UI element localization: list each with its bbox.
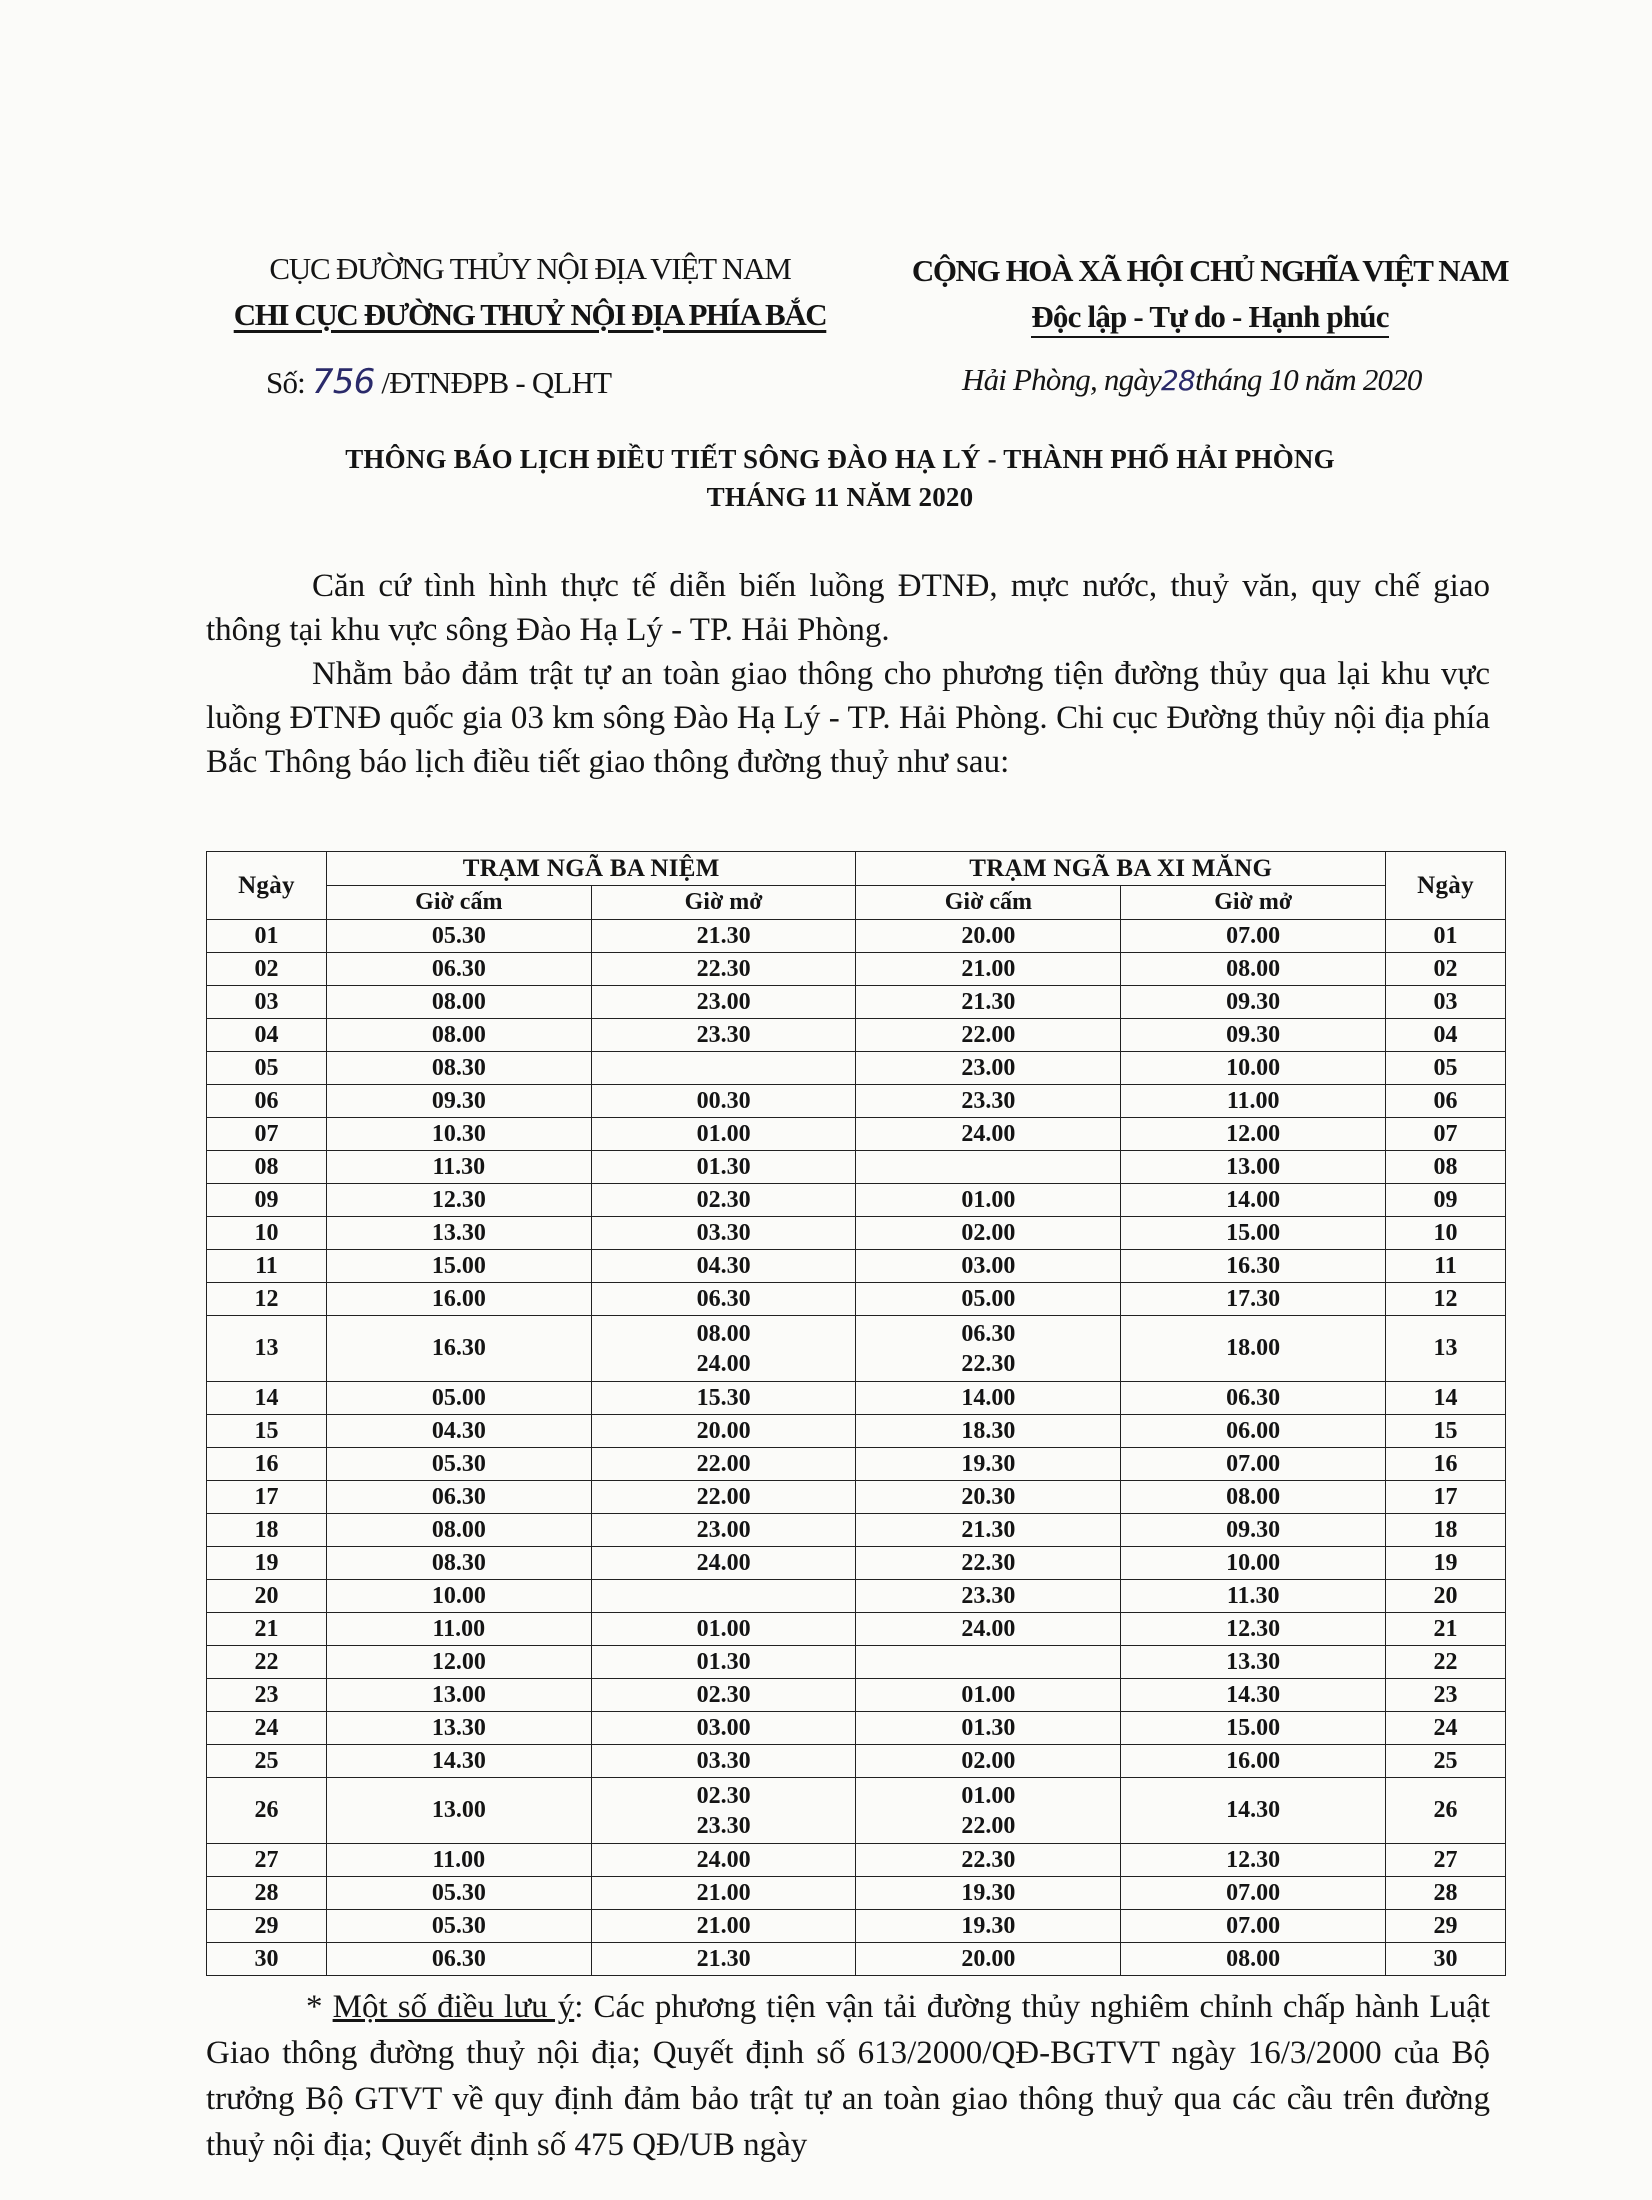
place-prefix: Hải Phòng, ngày (962, 362, 1161, 397)
cell-b-closed-line2: 22.00 (961, 1812, 1016, 1839)
header-station-a: TRẠM NGÃ BA NIỆM (326, 852, 856, 886)
table-row (207, 1613, 1506, 1646)
cell-b-open: 17.30 (1121, 1283, 1386, 1316)
cell-a-closed: 13.00 (326, 1778, 591, 1844)
cell-day: 11 (207, 1250, 327, 1283)
table-row (207, 1085, 1506, 1118)
cell-a-open: 21.00 (591, 1877, 856, 1910)
cell-b-closed-line2: 22.30 (961, 1350, 1016, 1377)
cell-a-closed: 16.00 (326, 1283, 591, 1316)
cell-a-open: 24.00 (591, 1547, 856, 1580)
table-row (207, 1019, 1506, 1052)
cell-a-open: 22.00 (591, 1448, 856, 1481)
cell-b-closed: 01.00 (856, 1679, 1121, 1712)
cell-a-open: 21.30 (591, 920, 856, 953)
table-row (207, 1118, 1506, 1151)
cell-b-closed: 03.00 (856, 1250, 1121, 1283)
cell-a-open: 00.30 (591, 1085, 856, 1118)
place-day-handwritten: 28 (1160, 364, 1195, 397)
header-b-closed: Giờ cấm (856, 886, 1121, 920)
cell-day: 09 (207, 1184, 327, 1217)
schedule-table (206, 851, 1506, 1976)
cell-a-open: 06.30 (591, 1283, 856, 1316)
cell-day-right: 04 (1386, 1019, 1506, 1052)
cell-b-closed (856, 1316, 1121, 1382)
cell-a-open: 01.30 (591, 1646, 856, 1679)
document-number (266, 362, 611, 402)
cell-day-right: 26 (1386, 1778, 1506, 1844)
cell-b-open: 10.00 (1121, 1547, 1386, 1580)
cell-b-closed: 20.30 (856, 1481, 1121, 1514)
cell-day-right: 22 (1386, 1646, 1506, 1679)
cell-a-open: 21.00 (591, 1910, 856, 1943)
table-row (207, 1514, 1506, 1547)
title-line2: THÁNG 11 NĂM 2020 (706, 482, 974, 512)
cell-day-right: 28 (1386, 1877, 1506, 1910)
cell-a-closed: 04.30 (326, 1415, 591, 1448)
cell-a-closed: 13.30 (326, 1217, 591, 1250)
cell-a-closed: 05.00 (326, 1382, 591, 1415)
cell-a-open: 02.30 (591, 1679, 856, 1712)
cell-a-open: 01.00 (591, 1118, 856, 1151)
cell-day: 29 (207, 1910, 327, 1943)
table-row (207, 1217, 1506, 1250)
cell-a-open (591, 1052, 856, 1085)
cell-a-open-line1: 08.00 (696, 1320, 751, 1347)
cell-day: 10 (207, 1217, 327, 1250)
cell-day-right: 19 (1386, 1547, 1506, 1580)
cell-day-right: 23 (1386, 1679, 1506, 1712)
cell-a-open: 23.00 (591, 986, 856, 1019)
doc-no-handwritten: 756 (311, 362, 375, 402)
cell-b-closed: 20.00 (856, 1943, 1121, 1976)
cell-b-open: 12.30 (1121, 1844, 1386, 1877)
cell-a-closed: 08.30 (326, 1547, 591, 1580)
table-row (207, 1151, 1506, 1184)
cell-day-right: 17 (1386, 1481, 1506, 1514)
cell-b-closed: 20.00 (856, 920, 1121, 953)
table-row (207, 1283, 1506, 1316)
table-row (207, 1316, 1506, 1382)
cell-b-open: 07.00 (1121, 1910, 1386, 1943)
cell-b-closed: 14.00 (856, 1382, 1121, 1415)
cell-b-open: 06.00 (1121, 1415, 1386, 1448)
table-row (207, 1844, 1506, 1877)
cell-b-open: 12.30 (1121, 1613, 1386, 1646)
cell-b-closed (856, 1151, 1121, 1184)
cell-b-closed: 22.00 (856, 1019, 1121, 1052)
cell-b-open: 14.30 (1121, 1778, 1386, 1844)
cell-b-closed: 21.30 (856, 1514, 1121, 1547)
cell-a-closed: 10.30 (326, 1118, 591, 1151)
cell-a-closed: 08.00 (326, 986, 591, 1019)
agency-header (210, 246, 850, 338)
table-row (207, 920, 1506, 953)
cell-b-open: 14.30 (1121, 1679, 1386, 1712)
cell-b-open: 09.30 (1121, 1019, 1386, 1052)
cell-b-closed: 19.30 (856, 1448, 1121, 1481)
paragraph-purpose: Nhằm bảo đảm trật tự an toàn giao thông cho phương tiện đường thủy qua lại khu vực luồng ĐTNĐ quốc gia 03 km sông Đào Hạ Lý - TP. Hải Phòng. Chi cục Đường thủy nội địa phía Bắc Thông báo lịch điều tiết giao thông đường thuỷ như sau: (206, 656, 1490, 780)
cell-day: 12 (207, 1283, 327, 1316)
cell-b-closed-line1: 01.00 (961, 1782, 1016, 1809)
cell-day: 06 (207, 1085, 327, 1118)
note-lead: * (306, 1989, 333, 2025)
cell-b-closed: 21.30 (856, 986, 1121, 1019)
cell-a-open: 01.30 (591, 1151, 856, 1184)
cell-b-open: 13.30 (1121, 1646, 1386, 1679)
cell-b-closed (856, 1646, 1121, 1679)
table-row (207, 1877, 1506, 1910)
document-title (200, 440, 1480, 516)
cell-day-right: 01 (1386, 920, 1506, 953)
cell-day: 21 (207, 1613, 327, 1646)
cell-a-closed: 12.30 (326, 1184, 591, 1217)
cell-day: 05 (207, 1052, 327, 1085)
cell-a-closed: 05.30 (326, 1448, 591, 1481)
cell-a-open-line2: 24.00 (696, 1350, 751, 1377)
cell-b-closed: 21.00 (856, 953, 1121, 986)
cell-b-closed: 24.00 (856, 1613, 1121, 1646)
cell-day: 19 (207, 1547, 327, 1580)
cell-day-right: 27 (1386, 1844, 1506, 1877)
cell-day: 17 (207, 1481, 327, 1514)
cell-b-closed: 05.00 (856, 1283, 1121, 1316)
table-row (207, 1184, 1506, 1217)
cell-day-right: 30 (1386, 1943, 1506, 1976)
table-row (207, 1778, 1506, 1844)
cell-a-closed: 15.00 (326, 1250, 591, 1283)
header-a-closed: Giờ cấm (326, 886, 591, 920)
cell-b-open: 14.00 (1121, 1184, 1386, 1217)
cell-a-open: 24.00 (591, 1844, 856, 1877)
cell-a-closed: 16.30 (326, 1316, 591, 1382)
cell-day: 07 (207, 1118, 327, 1151)
cell-day: 26 (207, 1778, 327, 1844)
cell-b-open: 08.00 (1121, 1481, 1386, 1514)
cell-a-closed: 11.00 (326, 1844, 591, 1877)
cell-a-closed: 06.30 (326, 1943, 591, 1976)
cell-b-open: 15.00 (1121, 1712, 1386, 1745)
cell-a-closed: 05.30 (326, 1910, 591, 1943)
schedule-body (207, 920, 1506, 1976)
cell-a-open: 03.30 (591, 1745, 856, 1778)
cell-day: 14 (207, 1382, 327, 1415)
cell-a-closed: 13.00 (326, 1679, 591, 1712)
cell-day: 24 (207, 1712, 327, 1745)
cell-a-closed: 11.00 (326, 1613, 591, 1646)
cell-b-open: 08.00 (1121, 1943, 1386, 1976)
cell-day-right: 21 (1386, 1613, 1506, 1646)
cell-day: 18 (207, 1514, 327, 1547)
cell-a-closed: 08.30 (326, 1052, 591, 1085)
cell-a-closed: 06.30 (326, 953, 591, 986)
cell-a-open (591, 1316, 856, 1382)
cell-b-closed: 23.00 (856, 1052, 1121, 1085)
cell-b-open: 16.30 (1121, 1250, 1386, 1283)
note-label: Một số điều lưu ý (332, 1989, 575, 2025)
cell-day-right: 09 (1386, 1184, 1506, 1217)
cell-a-closed: 13.30 (326, 1712, 591, 1745)
cell-day: 03 (207, 986, 327, 1019)
cell-day-right: 02 (1386, 953, 1506, 986)
cell-b-closed (856, 1778, 1121, 1844)
cell-day-right: 12 (1386, 1283, 1506, 1316)
cell-day-right: 16 (1386, 1448, 1506, 1481)
cell-day: 25 (207, 1745, 327, 1778)
title-line1: THÔNG BÁO LỊCH ĐIỀU TIẾT SÔNG ĐÀO HẠ LÝ - THÀNH PHỐ HẢI PHÒNG (345, 444, 1335, 474)
cell-a-closed: 08.00 (326, 1514, 591, 1547)
table-row (207, 1481, 1506, 1514)
cell-a-closed: 08.00 (326, 1019, 591, 1052)
cell-day-right: 03 (1386, 986, 1506, 1019)
cell-b-closed: 19.30 (856, 1910, 1121, 1943)
cell-b-closed: 24.00 (856, 1118, 1121, 1151)
table-row (207, 953, 1506, 986)
cell-a-open: 21.30 (591, 1943, 856, 1976)
table-row (207, 1547, 1506, 1580)
cell-b-closed: 18.30 (856, 1415, 1121, 1448)
table-row (207, 1910, 1506, 1943)
table-row (207, 1415, 1506, 1448)
cell-day-right: 18 (1386, 1514, 1506, 1547)
cell-day: 30 (207, 1943, 327, 1976)
cell-day: 28 (207, 1877, 327, 1910)
agency-line1: CỤC ĐƯỜNG THỦY NỘI ĐỊA VIỆT NAM (269, 251, 791, 286)
cell-day: 23 (207, 1679, 327, 1712)
cell-b-closed: 02.00 (856, 1217, 1121, 1250)
cell-day: 22 (207, 1646, 327, 1679)
note-text: : Các phương tiện vận tải đường thủy nghiêm chỉnh chấp hành Luật Giao thông đường thuỷ nội địa; Quyết định số 613/2000/QĐ-BGTVT ngày 16/3/2000 của Bộ trưởng Bộ GTVT về quy định đảm bảo trật tự an toàn giao thông thuỷ qua các cầu trên đường thuỷ nội địa; Quyết định số 475 QĐ/UB ngày (206, 1989, 1490, 2163)
cell-b-closed: 23.30 (856, 1085, 1121, 1118)
table-row (207, 1943, 1506, 1976)
cell-b-open: 06.30 (1121, 1382, 1386, 1415)
cell-b-open: 13.00 (1121, 1151, 1386, 1184)
cell-a-closed: 09.30 (326, 1085, 591, 1118)
cell-b-open: 07.00 (1121, 920, 1386, 953)
table-row (207, 1679, 1506, 1712)
cell-a-open: 22.00 (591, 1481, 856, 1514)
cell-day-right: 11 (1386, 1250, 1506, 1283)
table-row (207, 1448, 1506, 1481)
cell-a-open: 02.30 (591, 1184, 856, 1217)
cell-day-right: 10 (1386, 1217, 1506, 1250)
cell-day-right: 13 (1386, 1316, 1506, 1382)
cell-a-open (591, 1778, 856, 1844)
cell-b-open: 08.00 (1121, 953, 1386, 986)
cell-day: 02 (207, 953, 327, 986)
table-row (207, 1580, 1506, 1613)
cell-day-right: 06 (1386, 1085, 1506, 1118)
cell-b-closed-line1: 06.30 (961, 1320, 1016, 1347)
cell-b-closed: 01.00 (856, 1184, 1121, 1217)
nation-header (880, 248, 1540, 340)
cell-b-open: 11.30 (1121, 1580, 1386, 1613)
place-date (962, 362, 1422, 398)
cell-a-open (591, 1580, 856, 1613)
cell-a-open-line2: 23.30 (696, 1812, 751, 1839)
table-row (207, 1712, 1506, 1745)
cell-a-closed: 05.30 (326, 1877, 591, 1910)
cell-a-closed: 10.00 (326, 1580, 591, 1613)
cell-b-closed: 22.30 (856, 1844, 1121, 1877)
cell-a-closed: 14.30 (326, 1745, 591, 1778)
cell-day-right: 05 (1386, 1052, 1506, 1085)
cell-a-closed: 12.00 (326, 1646, 591, 1679)
cell-b-open: 09.30 (1121, 986, 1386, 1019)
cell-day: 08 (207, 1151, 327, 1184)
nation-line2 (880, 294, 1540, 340)
cell-b-closed: 01.30 (856, 1712, 1121, 1745)
cell-a-open: 03.30 (591, 1217, 856, 1250)
cell-b-closed: 19.30 (856, 1877, 1121, 1910)
cell-day-right: 07 (1386, 1118, 1506, 1151)
header-a-open: Giờ mở (591, 886, 856, 920)
cell-a-closed: 11.30 (326, 1151, 591, 1184)
cell-day-right: 20 (1386, 1580, 1506, 1613)
place-suffix: tháng 10 năm 2020 (1194, 362, 1422, 397)
cell-a-open: 01.00 (591, 1613, 856, 1646)
header-b-open: Giờ mở (1121, 886, 1386, 920)
table-row (207, 1382, 1506, 1415)
cell-a-open: 04.30 (591, 1250, 856, 1283)
table-row (207, 1646, 1506, 1679)
cell-day: 13 (207, 1316, 327, 1382)
cell-b-open: 12.00 (1121, 1118, 1386, 1151)
cell-b-closed: 02.00 (856, 1745, 1121, 1778)
table-row (207, 986, 1506, 1019)
cell-day: 16 (207, 1448, 327, 1481)
table-row (207, 1052, 1506, 1085)
cell-a-open: 23.00 (591, 1514, 856, 1547)
table-row (207, 1250, 1506, 1283)
cell-b-closed: 22.30 (856, 1547, 1121, 1580)
cell-b-open: 15.00 (1121, 1217, 1386, 1250)
header-day-left: Ngày (207, 852, 327, 920)
cell-b-open: 18.00 (1121, 1316, 1386, 1382)
header-station-b: TRẠM NGÃ BA XI MĂNG (856, 852, 1386, 886)
cell-day-right: 29 (1386, 1910, 1506, 1943)
cell-day-right: 25 (1386, 1745, 1506, 1778)
cell-day: 15 (207, 1415, 327, 1448)
cell-b-closed: 23.30 (856, 1580, 1121, 1613)
agency-line2-text: CHI CỤC ĐƯỜNG THUỶ NỘI ĐỊA PHÍA BẮC (233, 297, 827, 332)
cell-a-open: 20.00 (591, 1415, 856, 1448)
cell-a-closed: 06.30 (326, 1481, 591, 1514)
cell-day-right: 08 (1386, 1151, 1506, 1184)
table-row (207, 1745, 1506, 1778)
cell-day: 04 (207, 1019, 327, 1052)
cell-b-open: 07.00 (1121, 1877, 1386, 1910)
cell-day-right: 14 (1386, 1382, 1506, 1415)
doc-no-suffix: /ĐTNĐPB - QLHT (381, 365, 612, 400)
cell-b-open: 09.30 (1121, 1514, 1386, 1547)
cell-a-open: 15.30 (591, 1382, 856, 1415)
cell-day-right: 15 (1386, 1415, 1506, 1448)
cell-day: 20 (207, 1580, 327, 1613)
cell-b-open: 16.00 (1121, 1745, 1386, 1778)
cell-a-open: 22.30 (591, 953, 856, 986)
cell-a-closed: 05.30 (326, 920, 591, 953)
header-day-right: Ngày (1386, 852, 1506, 920)
cell-b-open: 07.00 (1121, 1448, 1386, 1481)
cell-a-open-line1: 02.30 (696, 1782, 751, 1809)
cell-day: 01 (207, 920, 327, 953)
nation-line1: CỘNG HOÀ XÃ HỘI CHỦ NGHĨA VIỆT NAM (911, 253, 1509, 288)
cell-b-open: 10.00 (1121, 1052, 1386, 1085)
cell-b-open: 11.00 (1121, 1085, 1386, 1118)
nation-motto: Độc lập - Tự do - Hạnh phúc (1031, 299, 1388, 338)
paragraph-basis: Căn cứ tình hình thực tế diễn biến luồng ĐTNĐ, mực nước, thuỷ văn, quy chế giao thông tại khu vực sông Đào Hạ Lý - TP. Hải Phòng. (206, 568, 1490, 648)
cell-day-right: 24 (1386, 1712, 1506, 1745)
cell-a-open: 03.00 (591, 1712, 856, 1745)
note-paragraph (206, 1984, 1490, 2168)
cell-day: 27 (207, 1844, 327, 1877)
agency-line2 (210, 292, 850, 338)
doc-no-prefix: Số: (266, 365, 305, 400)
cell-a-open: 23.30 (591, 1019, 856, 1052)
